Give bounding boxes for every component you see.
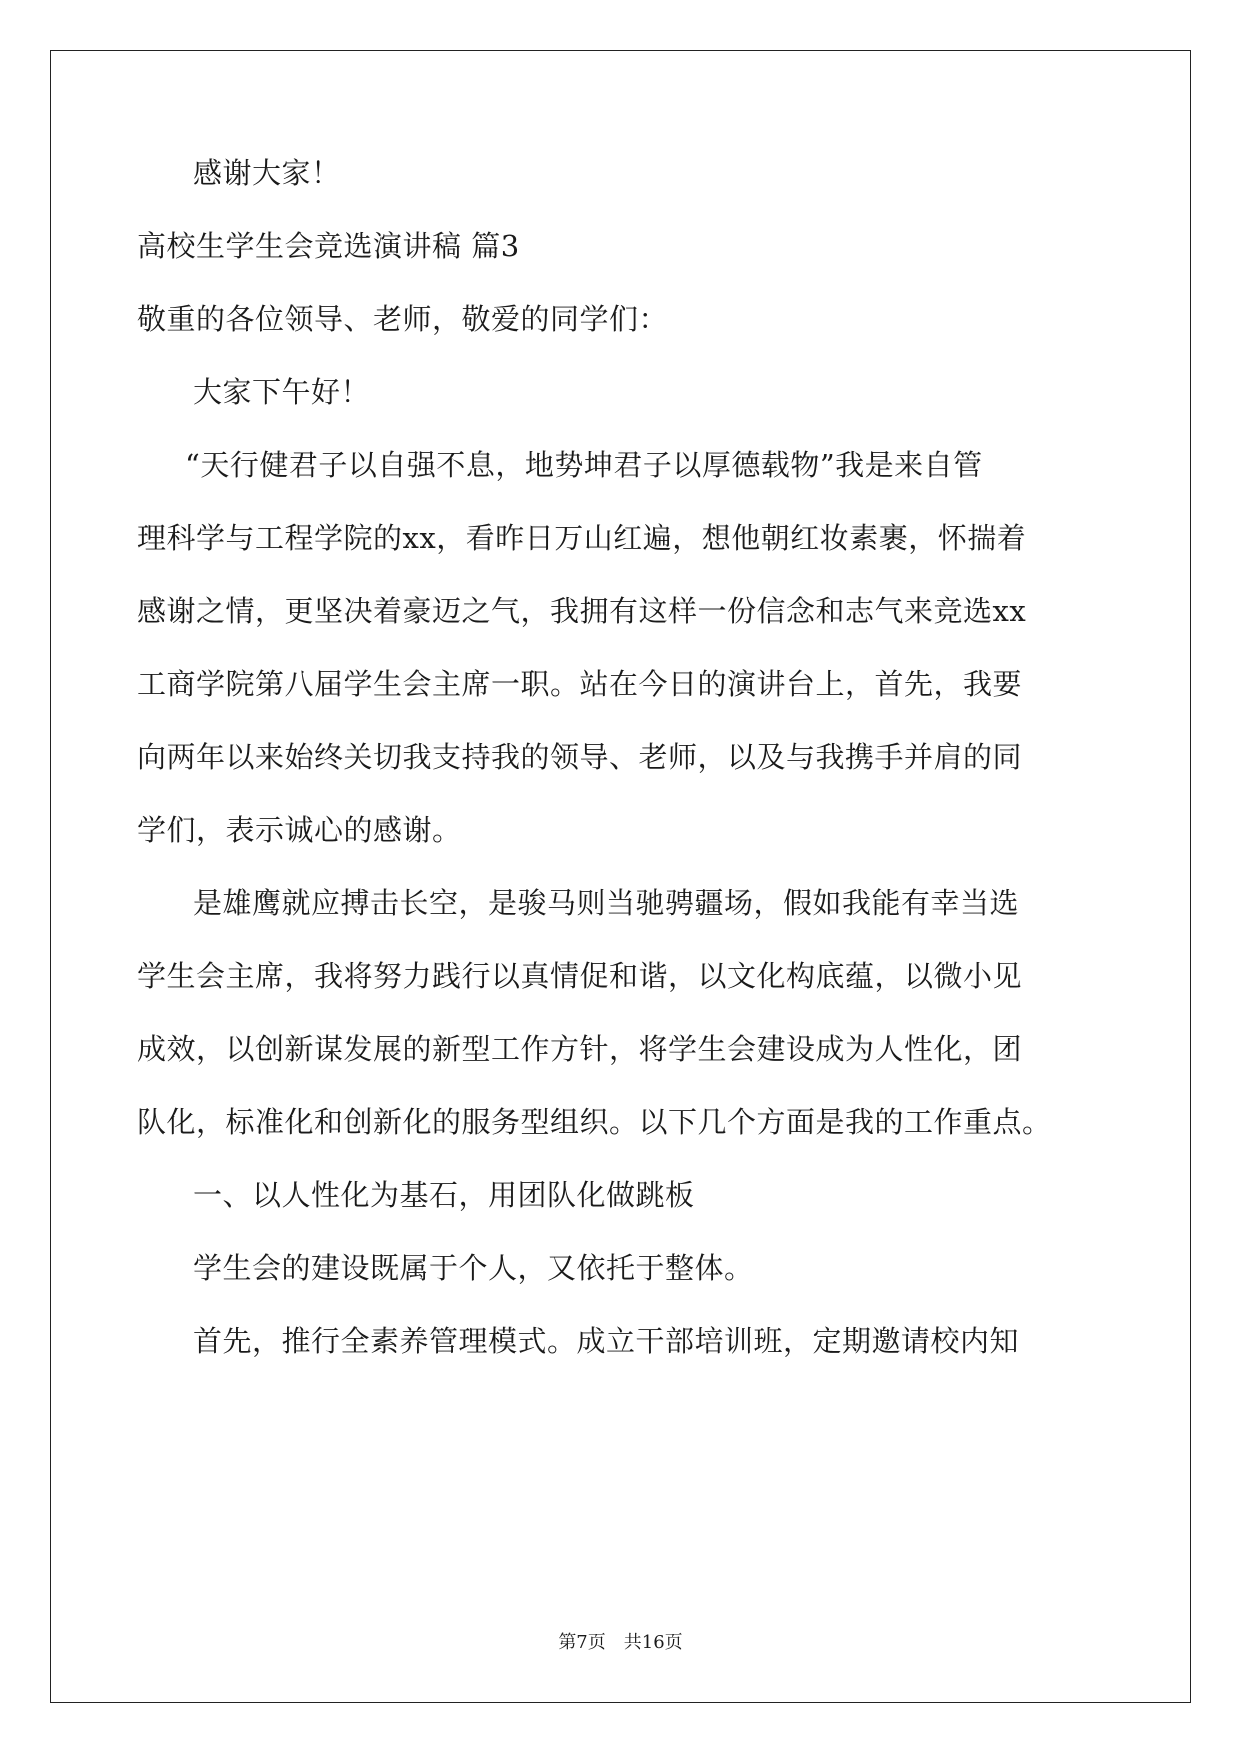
section-heading: 高校生学生会竞选演讲稿 篇3 <box>137 229 520 263</box>
salutation-line: 敬重的各位领导、老师，敬爱的同学们： <box>137 302 669 336</box>
text-line-13: 成效，以创新谋发展的新型工作方针，将学生会建设成为人性化，团 <box>137 1032 1023 1066</box>
page-border <box>50 50 1191 1703</box>
text-line-8: 工商学院第八届学生会主席一职。站在今日的演讲台上，首先，我要 <box>137 667 1023 701</box>
text-line-17: 首先，推行全素养管理模式。成立干部培训班，定期邀请校内知 <box>193 1324 1020 1358</box>
text-line-12: 学生会主席，我将努力践行以真情促和谐，以文化构底蕴，以微小见 <box>137 959 1023 993</box>
text-line-11: 是雄鹰就应搏击长空，是骏马则当驰骋疆场，假如我能有幸当选 <box>193 886 1020 920</box>
text-line-6: 理科学与工程学院的xx，看昨日万山红遍，想他朝红妆素裹，怀揣着 <box>137 521 1027 555</box>
text-line-5: “天行健君子以自强不息，地势坤君子以厚德载物”我是来自管 <box>185 448 983 482</box>
text-line-10: 学们，表示诚心的感谢。 <box>137 813 462 847</box>
text-line-7: 感谢之情，更坚决着豪迈之气，我拥有这样一份信念和志气来竞选xx <box>137 594 1027 628</box>
subheading-line: 一、以人性化为基石，用团队化做跳板 <box>193 1178 695 1212</box>
text-line-1: 感谢大家！ <box>193 156 341 190</box>
text-line-14: 队化，标准化和创新化的服务型组织。以下几个方面是我的工作重点。 <box>137 1105 1052 1139</box>
text-line-9: 向两年以来始终关切我支持我的领导、老师，以及与我携手并肩的同 <box>137 740 1023 774</box>
page-number-footer: 第7页 共16页 <box>558 1632 683 1653</box>
greeting-line: 大家下午好！ <box>193 375 371 409</box>
text-line-16: 学生会的建设既属于个人，又依托于整体。 <box>193 1251 754 1285</box>
